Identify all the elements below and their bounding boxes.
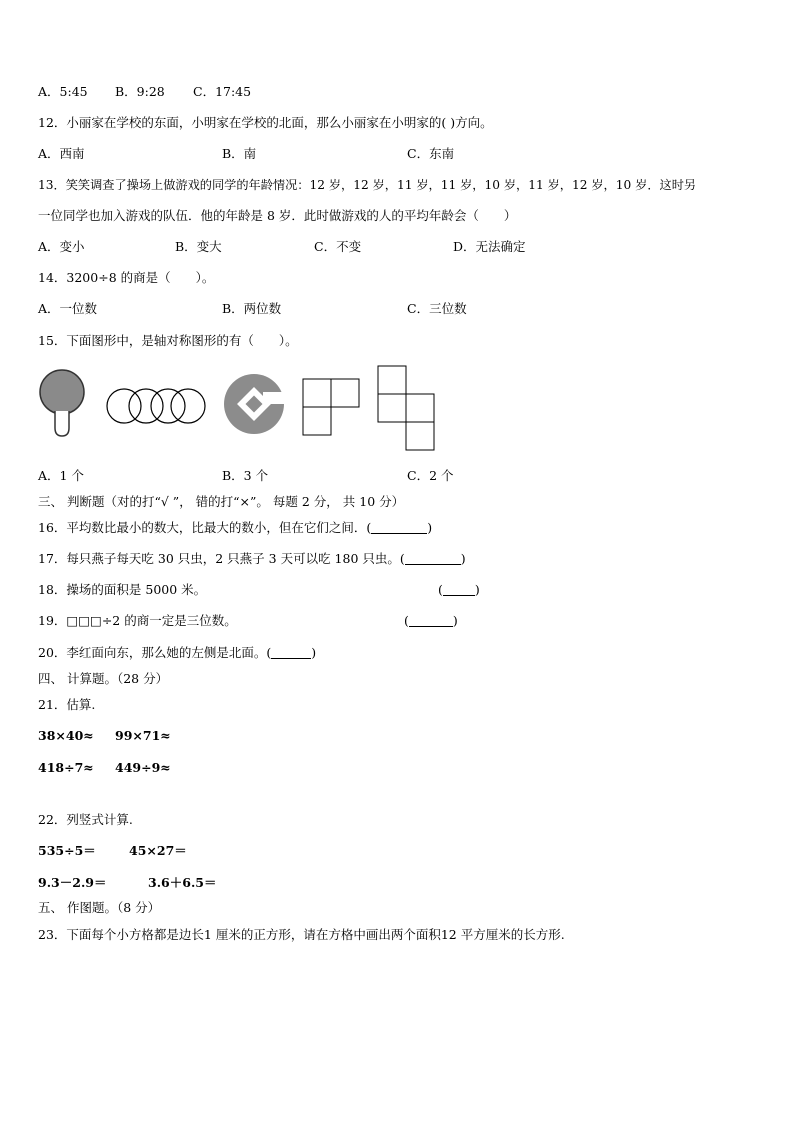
q15-option-c: C．2 个 xyxy=(407,468,454,483)
q14-option-a: A．一位数 xyxy=(38,301,98,316)
q13-stem-line2: 一位同学也加入游戏的队伍．他的年龄是 8 岁．此时做游戏的人的平均年龄会（ ） xyxy=(38,208,517,223)
q17-line xyxy=(38,551,466,567)
q13-option-b: B．变大 xyxy=(175,239,222,254)
q23-stem: 23．下面每个小方格都是边长1 厘米的正方形，请在方格中画出两个面积12 平方厘米的长方形. xyxy=(38,927,565,942)
q21-stem: 21．估算. xyxy=(38,697,96,712)
q22-item-3: 9.3－2.9＝ xyxy=(38,875,107,890)
q18-stem: 18．操场的面积是 5000 米。 xyxy=(38,582,207,597)
q22-stem: 22．列竖式计算. xyxy=(38,812,133,827)
q18-close-paren: ) xyxy=(474,582,480,597)
q15-option-b: B．3 个 xyxy=(222,468,269,483)
q14-stem: 14．3200÷8 的商是（ ）。 xyxy=(38,270,215,285)
q19-close-paren: ) xyxy=(452,613,458,628)
q11-option-b: B．9:28 xyxy=(115,84,165,99)
olympic-rings-figure xyxy=(104,385,208,429)
q13-option-c: C．不变 xyxy=(314,239,362,254)
q16-stem: 16．平均数比最小的数大，比最大的数小，但在它们之间．( xyxy=(38,520,372,535)
q18-open-paren: ( xyxy=(438,582,443,597)
q13-stem-line1: 13．笑笑调查了操场上做游戏的同学的年龄情况：12 岁，12 岁，11 岁，11 岁，10 岁，11 岁，12 岁，10 岁．这时另 xyxy=(38,178,697,192)
q22-item-4: 3.6＋6.5＝ xyxy=(148,875,217,890)
q20-line xyxy=(38,645,316,661)
q12-option-a: A．西南 xyxy=(38,146,85,161)
q18-answer-blank[interactable] xyxy=(443,583,475,596)
q13-option-a: A．变小 xyxy=(38,239,85,254)
q20-stem: 20．李红面向东，那么她的左侧是北面。( xyxy=(38,645,272,660)
ping-pong-paddle-figure xyxy=(38,368,88,440)
q15-option-a: A．1 个 xyxy=(38,468,84,483)
bank-logo-figure xyxy=(222,372,286,436)
q17-stem: 17．每只燕子每天吃 30 只虫，2 只燕子 3 天可以吃 180 只虫。( xyxy=(38,551,405,566)
section3-title: 三、 判断题（对的打“√ ”， 错的打“×”。 每题 2 分， 共 10 分） xyxy=(38,494,405,509)
q21-item-3: 418÷7≈ xyxy=(38,760,94,775)
q19-open-paren: ( xyxy=(404,613,409,628)
section4-title: 四、 计算题。（28 分） xyxy=(38,671,169,686)
q18-answer xyxy=(438,582,480,598)
q16-line xyxy=(38,520,432,536)
q14-option-b: B．两位数 xyxy=(222,301,282,316)
q21-item-1: 38×40≈ xyxy=(38,728,94,743)
q17-answer-blank[interactable] xyxy=(405,552,461,565)
q11-option-a: A．5:45 xyxy=(38,84,88,99)
q22-item-2: 45×27＝ xyxy=(129,843,187,858)
q19-answer-blank[interactable] xyxy=(409,614,453,627)
q16-answer-blank[interactable] xyxy=(371,521,427,534)
q17-close-paren: ) xyxy=(460,551,466,566)
q21-item-4: 449÷9≈ xyxy=(115,760,171,775)
q12-stem: 12．小丽家在学校的东面，小明家在学校的北面，那么小丽家在小明家的( )方向。 xyxy=(38,115,493,130)
zigzag-squares-figure xyxy=(377,365,439,453)
q19-answer xyxy=(404,613,458,629)
q19-stem: 19．□□□÷2 的商一定是三位数。 xyxy=(38,613,237,628)
q12-option-c: C．东南 xyxy=(407,146,455,161)
l-shape-squares-figure xyxy=(302,378,364,438)
q20-close-paren: ) xyxy=(311,645,317,660)
section5-title: 五、 作图题。（8 分） xyxy=(38,900,161,915)
q15-stem: 15．下面图形中，是轴对称图形的有（ ）。 xyxy=(38,333,298,348)
q22-item-1: 535÷5＝ xyxy=(38,843,96,858)
q14-option-c: C．三位数 xyxy=(407,301,467,316)
q16-close-paren: ) xyxy=(427,520,433,535)
q21-item-2: 99×71≈ xyxy=(115,728,171,743)
q12-option-b: B．南 xyxy=(222,146,257,161)
q20-answer-blank[interactable] xyxy=(271,646,311,659)
q11-option-c: C．17:45 xyxy=(193,84,252,99)
q13-option-d: D．无法确定 xyxy=(453,239,526,254)
